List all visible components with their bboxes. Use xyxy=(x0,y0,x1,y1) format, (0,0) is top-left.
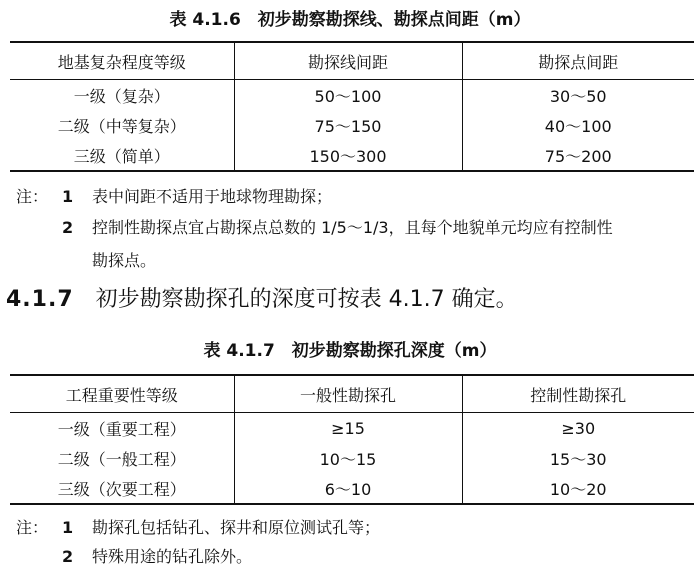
table2-caption: 表 4.1.7 初步勘察勘探孔深度（m） xyxy=(203,341,497,361)
table1-note-2-cont xyxy=(0,250,700,272)
table2-note-text-1: 勘探孔包括钻孔、探井和原位测试孔等； xyxy=(92,518,381,537)
table1-cell: 二级（中等复杂） xyxy=(57,116,186,136)
table2-cell: 15～30 xyxy=(462,443,694,473)
section-heading xyxy=(6,286,518,314)
table1-note-2 xyxy=(0,217,700,239)
table1-note-num-2: 2 xyxy=(62,218,74,237)
table1-note-text-1: 表中间距不适用于地球物理勘探； xyxy=(92,187,333,206)
table1-note-1 xyxy=(0,186,700,208)
table2-note-text-2: 特殊用途的钻孔除外。 xyxy=(92,547,253,566)
table1-cell: 50～100 xyxy=(234,80,462,111)
table1-header-grade: 地基复杂程度等级 xyxy=(57,52,186,72)
section-text: 初步勘察勘探孔的深度可按表 4.1.7 确定。 xyxy=(95,287,518,312)
table2-note-num-1: 1 xyxy=(62,518,74,537)
table1-note-prefix: 注： xyxy=(16,187,49,206)
table1-cell: 一级（复杂） xyxy=(73,86,170,106)
table-row xyxy=(10,80,694,111)
table1-header-row xyxy=(10,42,694,80)
table2-note-prefix: 注： xyxy=(16,518,49,537)
table1-cell: 三级（简单） xyxy=(73,146,170,166)
table1-note-text-2: 控制性勘探点宜占勘探点总数的 1/5～1/3，且每个地貌单元均应有控制性 xyxy=(92,218,613,237)
table2-header-control-hole: 控制性勘探孔 xyxy=(462,375,694,413)
table1-cell: 75～200 xyxy=(462,140,694,171)
table-row xyxy=(10,140,694,171)
table2-cell: 6～10 xyxy=(234,473,462,504)
table2-cell: 10～15 xyxy=(234,443,462,473)
table2-note-2 xyxy=(0,546,700,568)
table1-cell: 30～50 xyxy=(462,80,694,111)
table1-note-text-2-cont: 勘探点。 xyxy=(92,251,157,270)
table2-header-importance: 工程重要性等级 xyxy=(65,385,178,405)
table2-cell: 一级（重要工程） xyxy=(57,419,186,439)
table2-note-1 xyxy=(0,517,700,539)
table-row xyxy=(10,443,694,473)
table-row xyxy=(10,110,694,140)
section-number: 4.1.7 xyxy=(6,287,74,312)
table2-header-general-hole: 一般性勘探孔 xyxy=(234,375,462,413)
table2-header-row xyxy=(10,375,694,413)
table1-caption: 表 4.1.6 初步勘察勘探线、勘探点间距（m） xyxy=(169,10,531,30)
table2-cell: ≥30 xyxy=(462,413,694,444)
table1 xyxy=(10,41,694,172)
table1-header-line-spacing: 勘探线间距 xyxy=(234,42,462,80)
table2-cell: 三级（次要工程） xyxy=(57,479,186,499)
table2-cell: 二级（一般工程） xyxy=(57,449,186,469)
table1-cell: 150～300 xyxy=(234,140,462,171)
table1-header-point-spacing: 勘探点间距 xyxy=(462,42,694,80)
table2-cell: 10～20 xyxy=(462,473,694,504)
table2-note-num-2: 2 xyxy=(62,547,74,566)
table1-note-num-1: 1 xyxy=(62,187,74,206)
table2-cell: ≥15 xyxy=(234,413,462,444)
table1-cell: 75～150 xyxy=(234,110,462,140)
table-row xyxy=(10,473,694,504)
table2 xyxy=(10,374,694,505)
table-row xyxy=(10,413,694,444)
table1-cell: 40～100 xyxy=(462,110,694,140)
